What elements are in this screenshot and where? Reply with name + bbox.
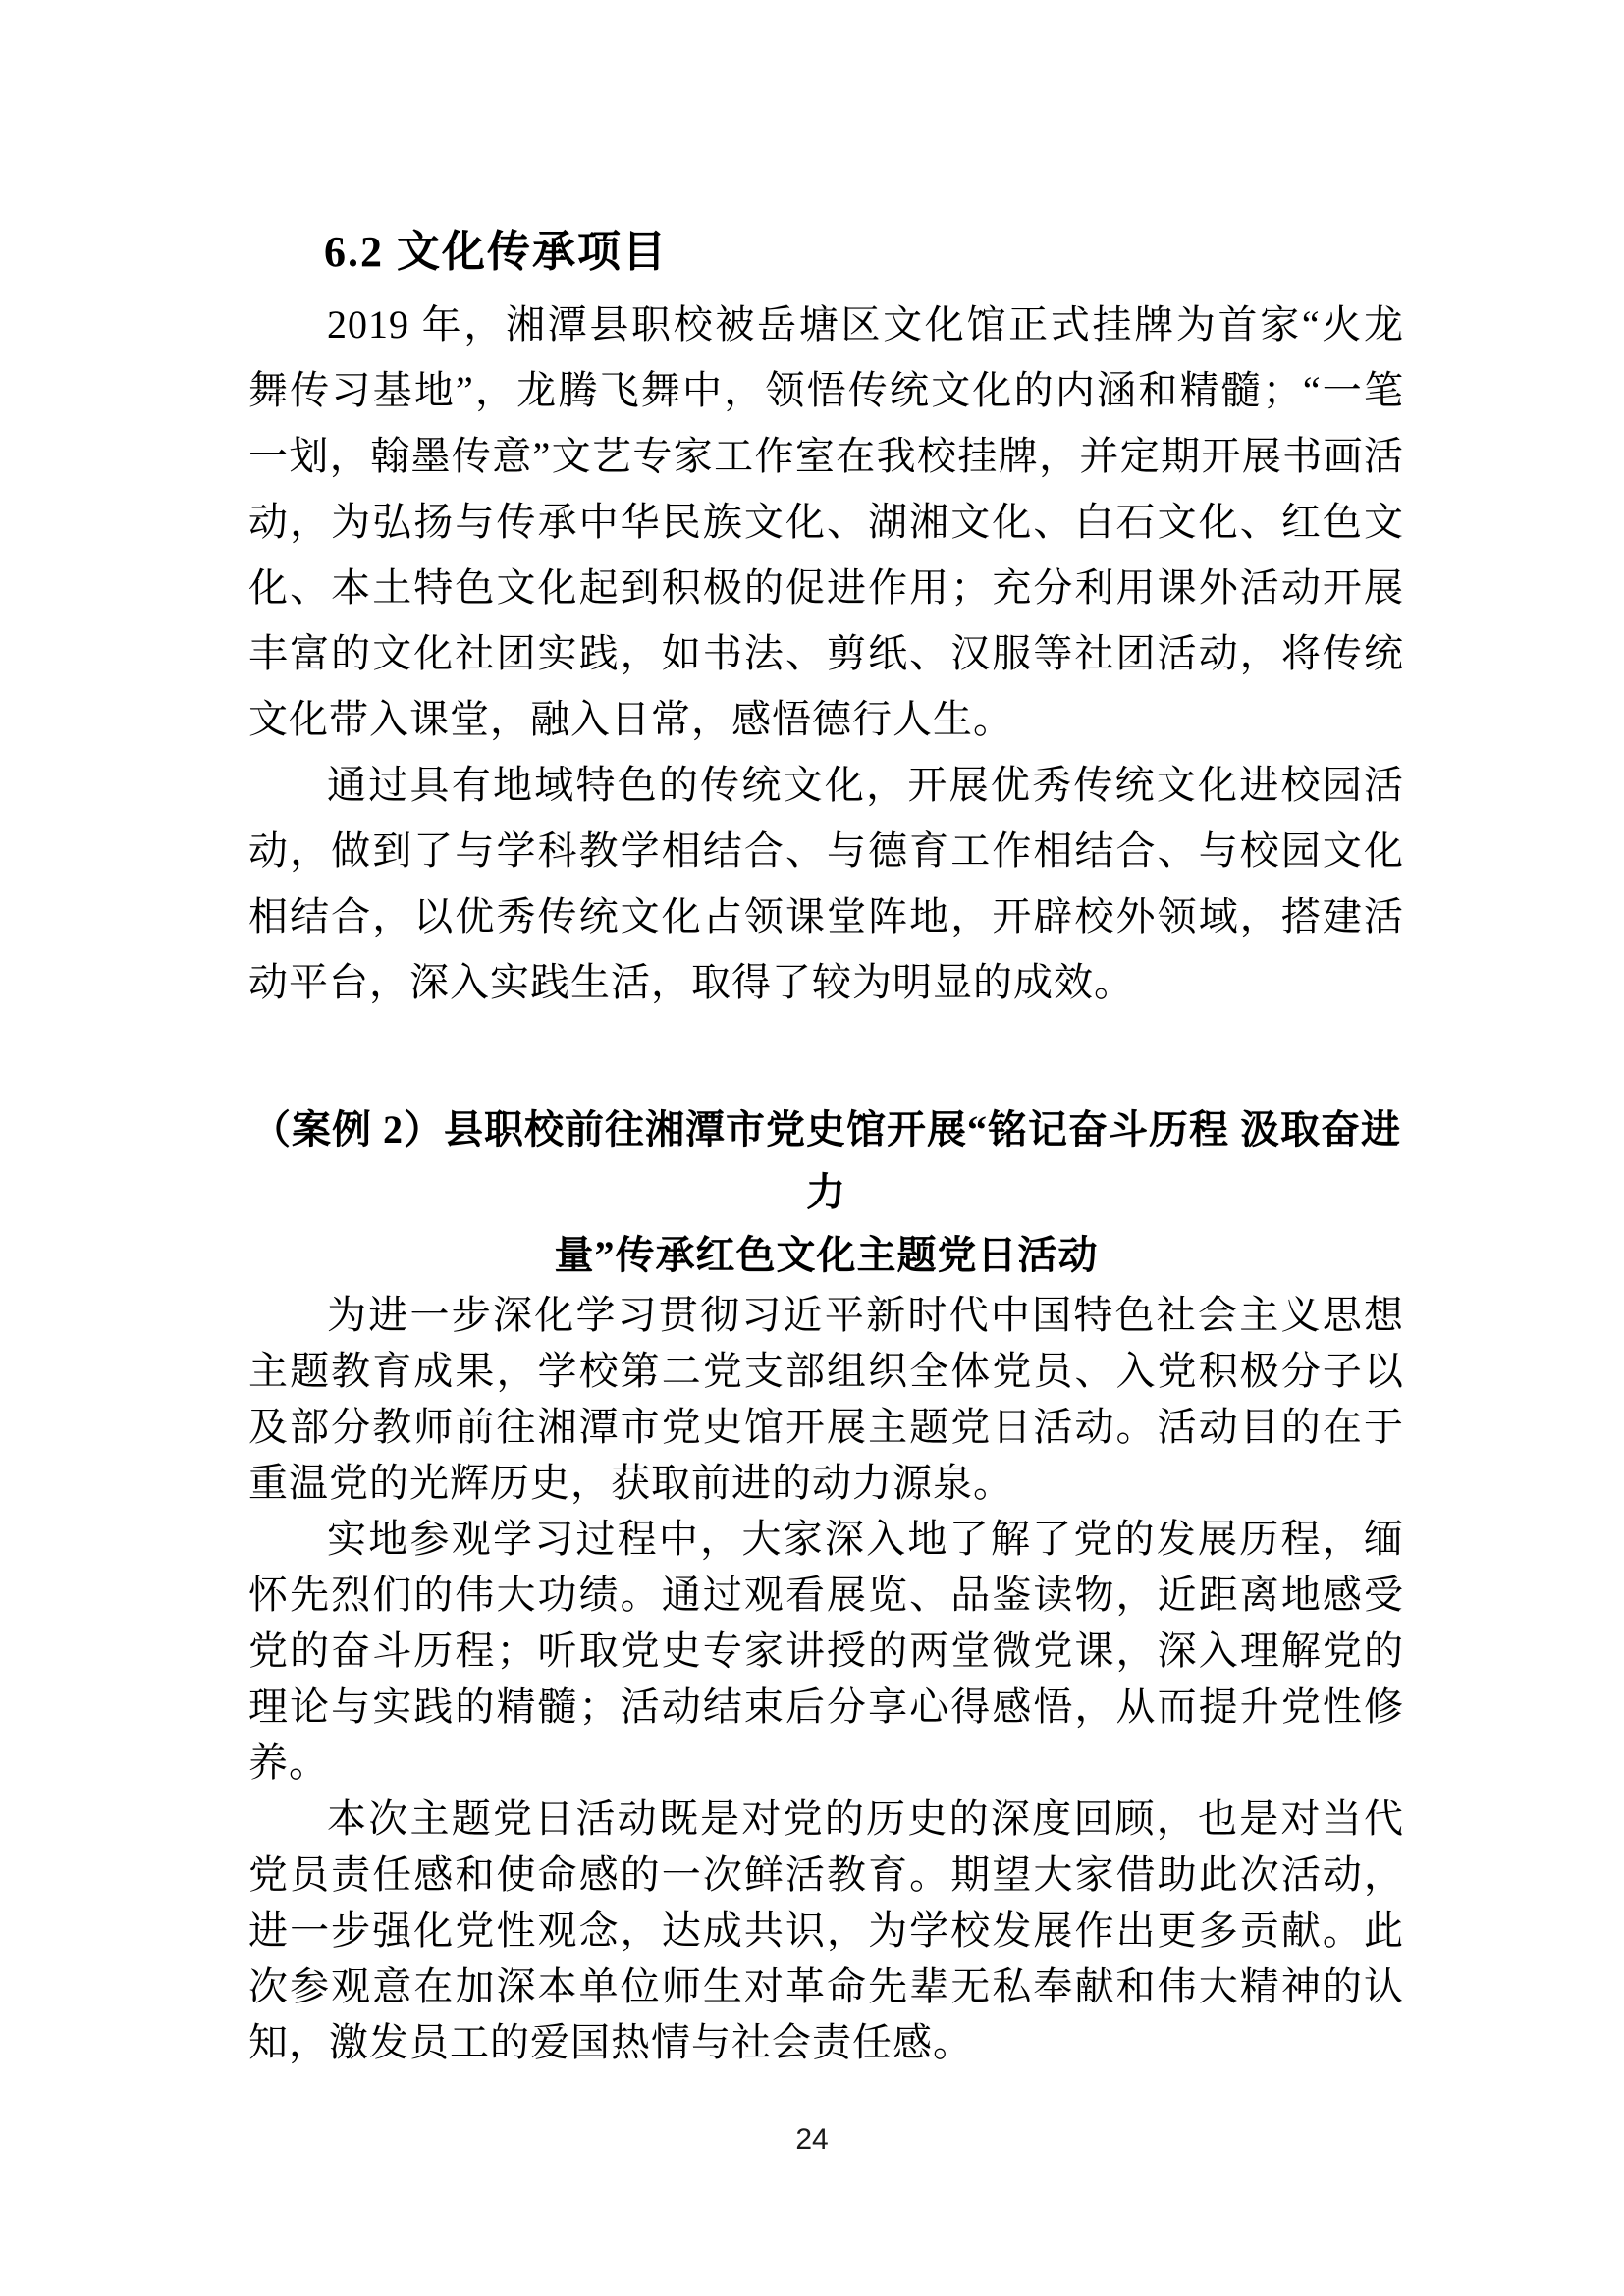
case-heading — [248, 1098, 1404, 1287]
paragraph-culture-inheritance: 2019 年，湘潭县职校被岳塘区文化馆正式挂牌为首家“火龙舞传习基地”，龙腾飞舞中，领悟传统文化的内涵和精髓；“一笔一划，翰墨传意”文艺专家工作室在我校挂牌，并定期开展书画活动，为弘扬与传承中华民族文化、湖湘文化、白石文化、红色文化、本土特色文化起到积极的促进作用；充分利用课外活动开展丰富的文化社团实践，如书法、剪纸、汉服等社团活动，将传统文化带入课堂，融入日常，感悟德行人生。 — [248, 302, 1404, 741]
paragraph-case-purpose: 为进一步深化学习贯彻习近平新时代中国特色社会主义思想主题教育成果，学校第二党支部组织全体党员、入党积极分子以及部分教师前往湘潭市党史馆开展主题党日活动。活动目的在于重温党的光辉历史，获取前进的动力源泉。 — [248, 1293, 1404, 1505]
case-heading-line2: 量”传承红色文化主题党日活动 — [554, 1233, 1099, 1277]
paragraph-culture-results: 通过具有地域特色的传统文化，开展优秀传统文化进校园活动，做到了与学科教学相结合、与德育工作相结合、与校园文化相结合，以优秀传统文化占领课堂阵地，开辟校外领域，搭建活动平台，深入实践生活，取得了较为明显的成效。 — [248, 763, 1404, 1004]
section-heading: 6.2 文化传承项目 — [324, 228, 668, 276]
paragraph-case-visit: 实地参观学习过程中，大家深入地了解了党的发展历程，缅怀先烈们的伟大功绩。通过观看展览、品鉴读物，近距离地感受党的奋斗历程；听取党史专家讲授的两堂微党课，深入理解党的理论与实践的精髓；活动结束后分享心得感悟，从而提升党性修养。 — [248, 1517, 1404, 1785]
case-heading-line1: （案例 2）县职校前往湘潭市党史馆开展“铭记奋斗历程 汲取奋进力 — [251, 1107, 1401, 1214]
paragraph-case-summary: 本次主题党日活动既是对党的历史的深度回顾，也是对当代党员责任感和使命感的一次鲜活教育。期望大家借助此次活动，进一步强化党性观念，达成共识，为学校发展作出更多贡献。此次参观意在加深本单位师生对革命先辈无私奉献和伟大精神的认知，激发员工的爱国热情与社会责任感。 — [248, 1796, 1404, 2064]
page-number: 24 — [795, 2123, 829, 2156]
